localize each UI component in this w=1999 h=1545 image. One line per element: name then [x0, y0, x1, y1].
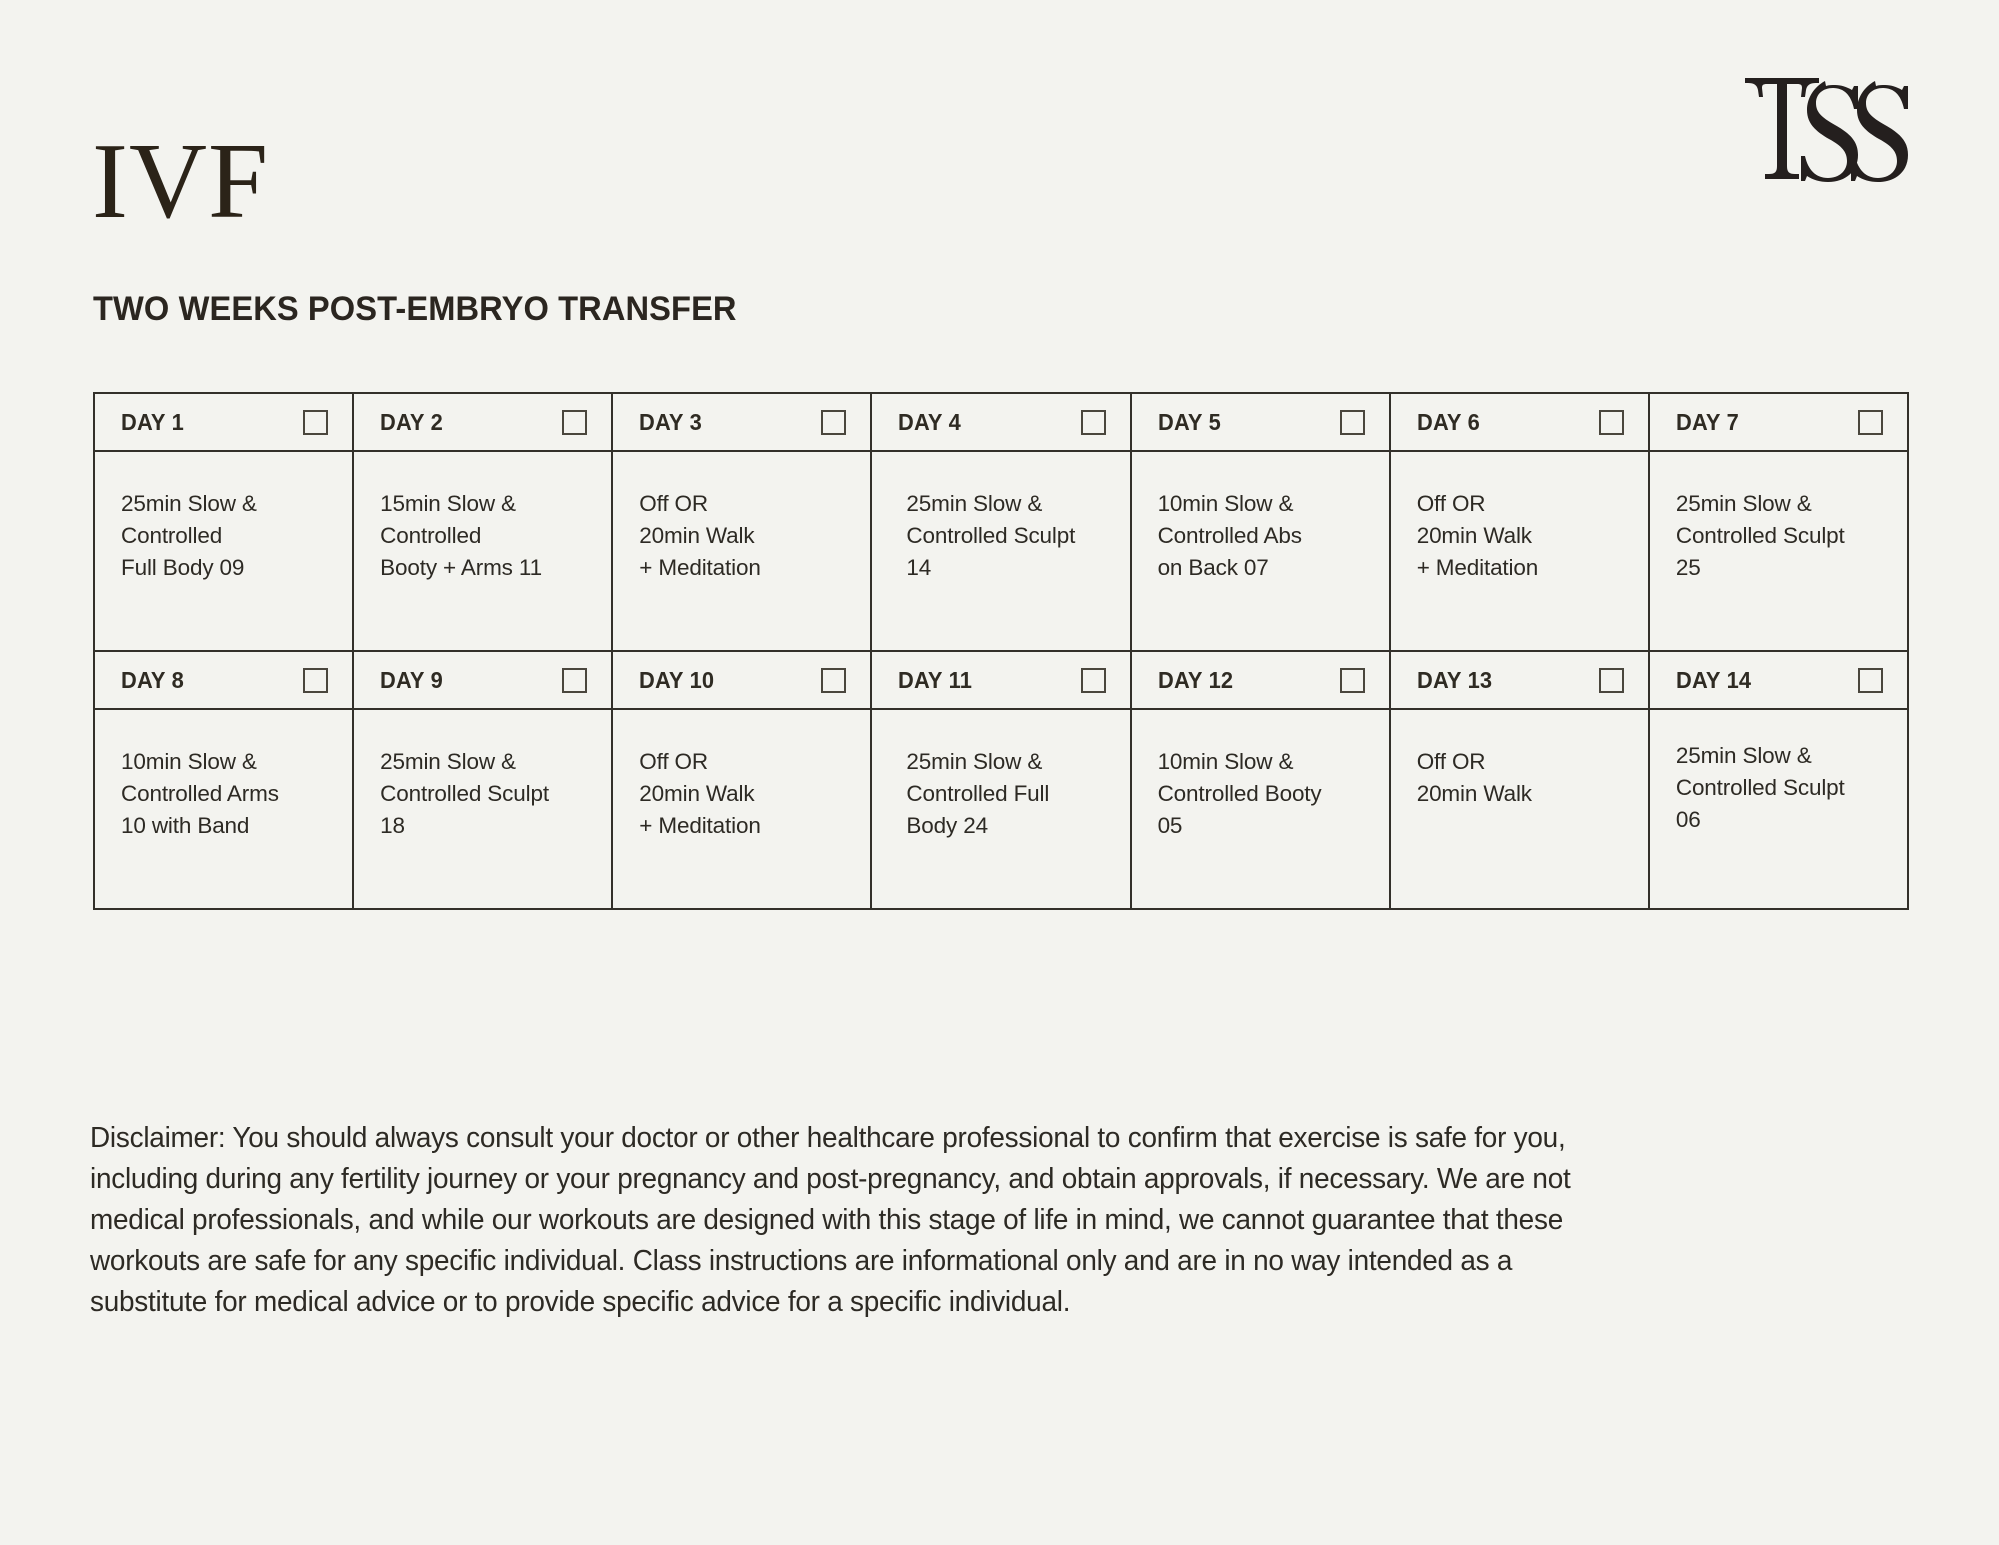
- workout-line: 25min Slow &: [906, 491, 1043, 516]
- workout-line: Controlled Sculpt: [1675, 523, 1845, 548]
- workout-line: Controlled: [121, 523, 223, 548]
- day-header-1: [95, 394, 352, 452]
- day-cell-5: [1132, 394, 1391, 650]
- workout-line: Off OR: [1416, 749, 1486, 774]
- day-cell-3: [613, 394, 872, 650]
- day-header-6: [1391, 394, 1648, 452]
- workout-line: 10 with Band: [121, 813, 250, 838]
- disclaimer-line: medical professionals, and while our workouts are designed with this stage of life in mind, we cannot guarantee that these: [90, 1204, 1563, 1236]
- disclaimer-line: substitute for medical advice or to provide specific advice for a specific individual.: [90, 1286, 1071, 1318]
- day-body-12: [1132, 710, 1389, 908]
- workout-line: 14: [906, 555, 932, 580]
- day-label-1: DAY 1: [121, 408, 184, 435]
- day-cell-11: [872, 652, 1131, 908]
- day-label-8: DAY 8: [121, 666, 184, 693]
- workout-line: 20min Walk: [639, 781, 755, 806]
- day-header-4: [872, 394, 1129, 452]
- day-label-3: DAY 3: [639, 408, 703, 435]
- day-cell-13: [1391, 652, 1650, 908]
- workout-line: Controlled Booty: [1157, 781, 1322, 806]
- workout-line: 15min Slow &: [380, 491, 516, 516]
- day-cell-6: [1391, 394, 1650, 650]
- day-checkbox-9[interactable]: [562, 668, 587, 693]
- workout-calendar: [93, 392, 1905, 910]
- calendar-week-1: [93, 392, 1909, 652]
- workout-line: 25min Slow &: [1675, 743, 1812, 768]
- workout-line: Controlled Sculpt: [380, 781, 549, 806]
- day-checkbox-5[interactable]: [1340, 410, 1365, 435]
- day-cell-12: [1132, 652, 1391, 908]
- day-body-7: [1650, 452, 1907, 650]
- workout-line: 10min Slow &: [1157, 491, 1294, 516]
- workout-line: Full Body 09: [121, 555, 245, 580]
- day-body-10: [613, 710, 870, 908]
- day-header-11: [872, 652, 1129, 710]
- day-checkbox-10[interactable]: [821, 668, 846, 693]
- day-body-11: [872, 710, 1129, 908]
- workout-line: 25: [1675, 555, 1701, 580]
- day-header-5: [1132, 394, 1389, 452]
- workout-line: Controlled Sculpt: [1675, 775, 1845, 800]
- day-cell-1: [95, 394, 354, 650]
- day-header-8: [95, 652, 352, 710]
- day-cell-8: [95, 652, 354, 908]
- workout-line: 20min Walk: [1416, 523, 1532, 548]
- workout-line: 05: [1157, 813, 1183, 838]
- day-body-5: [1132, 452, 1389, 650]
- day-cell-9: [354, 652, 613, 908]
- workout-line: Controlled Arms: [121, 781, 279, 806]
- disclaimer-line: including during any fertility journey or your pregnancy and post-pregnancy, and obtain approvals, if necessary. We are not: [90, 1163, 1571, 1195]
- day-checkbox-12[interactable]: [1340, 668, 1365, 693]
- day-checkbox-13[interactable]: [1599, 668, 1624, 693]
- workout-line: + Meditation: [639, 813, 761, 838]
- day-checkbox-2[interactable]: [562, 410, 587, 435]
- day-body-1: [95, 452, 352, 650]
- day-body-8: [95, 710, 352, 908]
- day-checkbox-6[interactable]: [1599, 410, 1624, 435]
- day-header-12: [1132, 652, 1389, 710]
- disclaimer-line: workouts are safe for any specific individual. Class instructions are informational only and are in no way intended as a: [90, 1245, 1513, 1277]
- day-checkbox-3[interactable]: [821, 410, 846, 435]
- day-cell-14: [1650, 652, 1907, 908]
- day-body-3: [613, 452, 870, 650]
- day-header-14: [1650, 652, 1907, 710]
- day-cell-2: [354, 394, 613, 650]
- day-label-11: DAY 11: [898, 666, 973, 693]
- day-header-10: [613, 652, 870, 710]
- workout-line: 25min Slow &: [1675, 491, 1812, 516]
- day-checkbox-7[interactable]: [1858, 410, 1883, 435]
- day-label-6: DAY 6: [1416, 408, 1480, 435]
- disclaimer-line: Disclaimer: You should always consult your doctor or other healthcare professional to confirm that exercise is safe for you,: [90, 1122, 1566, 1154]
- workout-line: 06: [1675, 807, 1701, 832]
- day-body-6: [1391, 452, 1648, 650]
- page-subtitle: TWO WEEKS POST-EMBRYO TRANSFER: [93, 290, 737, 328]
- page-title: IVF: [92, 122, 270, 241]
- day-body-2: [354, 452, 611, 650]
- day-checkbox-8[interactable]: [303, 668, 328, 693]
- workout-line: Off OR: [639, 749, 708, 774]
- day-body-9: [354, 710, 611, 908]
- day-label-13: DAY 13: [1416, 666, 1492, 693]
- day-checkbox-4[interactable]: [1081, 410, 1106, 435]
- workout-line: 25min Slow &: [380, 749, 516, 774]
- day-cell-7: [1650, 394, 1907, 650]
- day-label-5: DAY 5: [1157, 408, 1221, 435]
- day-label-4: DAY 4: [898, 408, 962, 435]
- workout-line: Body 24: [906, 813, 988, 838]
- day-checkbox-14[interactable]: [1858, 668, 1883, 693]
- workout-line: Off OR: [1416, 491, 1486, 516]
- workout-line: Booty + Arms 11: [380, 555, 542, 580]
- day-checkbox-11[interactable]: [1081, 668, 1106, 693]
- workout-line: + Meditation: [1416, 555, 1539, 580]
- day-label-7: DAY 7: [1675, 408, 1739, 435]
- disclaimer-text: [90, 1118, 1893, 1323]
- day-label-12: DAY 12: [1157, 666, 1233, 693]
- day-body-14: [1650, 710, 1907, 908]
- tss-logo: [1741, 72, 1911, 182]
- workout-line: Controlled: [380, 523, 482, 548]
- workout-line: Controlled Full: [906, 781, 1050, 806]
- workout-line: + Meditation: [639, 555, 761, 580]
- day-label-9: DAY 9: [380, 666, 444, 693]
- day-header-3: [613, 394, 870, 452]
- workout-line: 20min Walk: [639, 523, 755, 548]
- workout-line: 10min Slow &: [1157, 749, 1294, 774]
- workout-line: 25min Slow &: [121, 491, 257, 516]
- day-checkbox-1[interactable]: [303, 410, 328, 435]
- day-header-2: [354, 394, 611, 452]
- workout-line: 18: [380, 813, 405, 838]
- workout-line: 20min Walk: [1416, 781, 1532, 806]
- day-cell-4: [872, 394, 1131, 650]
- day-header-9: [354, 652, 611, 710]
- workout-line: Controlled Abs: [1157, 523, 1302, 548]
- workout-line: Off OR: [639, 491, 708, 516]
- day-cell-10: [613, 652, 872, 908]
- day-header-13: [1391, 652, 1648, 710]
- calendar-week-2: [93, 652, 1909, 910]
- day-label-10: DAY 10: [639, 666, 715, 693]
- day-label-14: DAY 14: [1675, 666, 1752, 693]
- day-label-2: DAY 2: [380, 408, 444, 435]
- workout-line: 25min Slow &: [906, 749, 1043, 774]
- day-body-13: [1391, 710, 1648, 908]
- workout-line: 10min Slow &: [121, 749, 257, 774]
- workout-line: Controlled Sculpt: [906, 523, 1076, 548]
- day-header-7: [1650, 394, 1907, 452]
- workout-line: on Back 07: [1157, 555, 1269, 580]
- day-body-4: [872, 452, 1129, 650]
